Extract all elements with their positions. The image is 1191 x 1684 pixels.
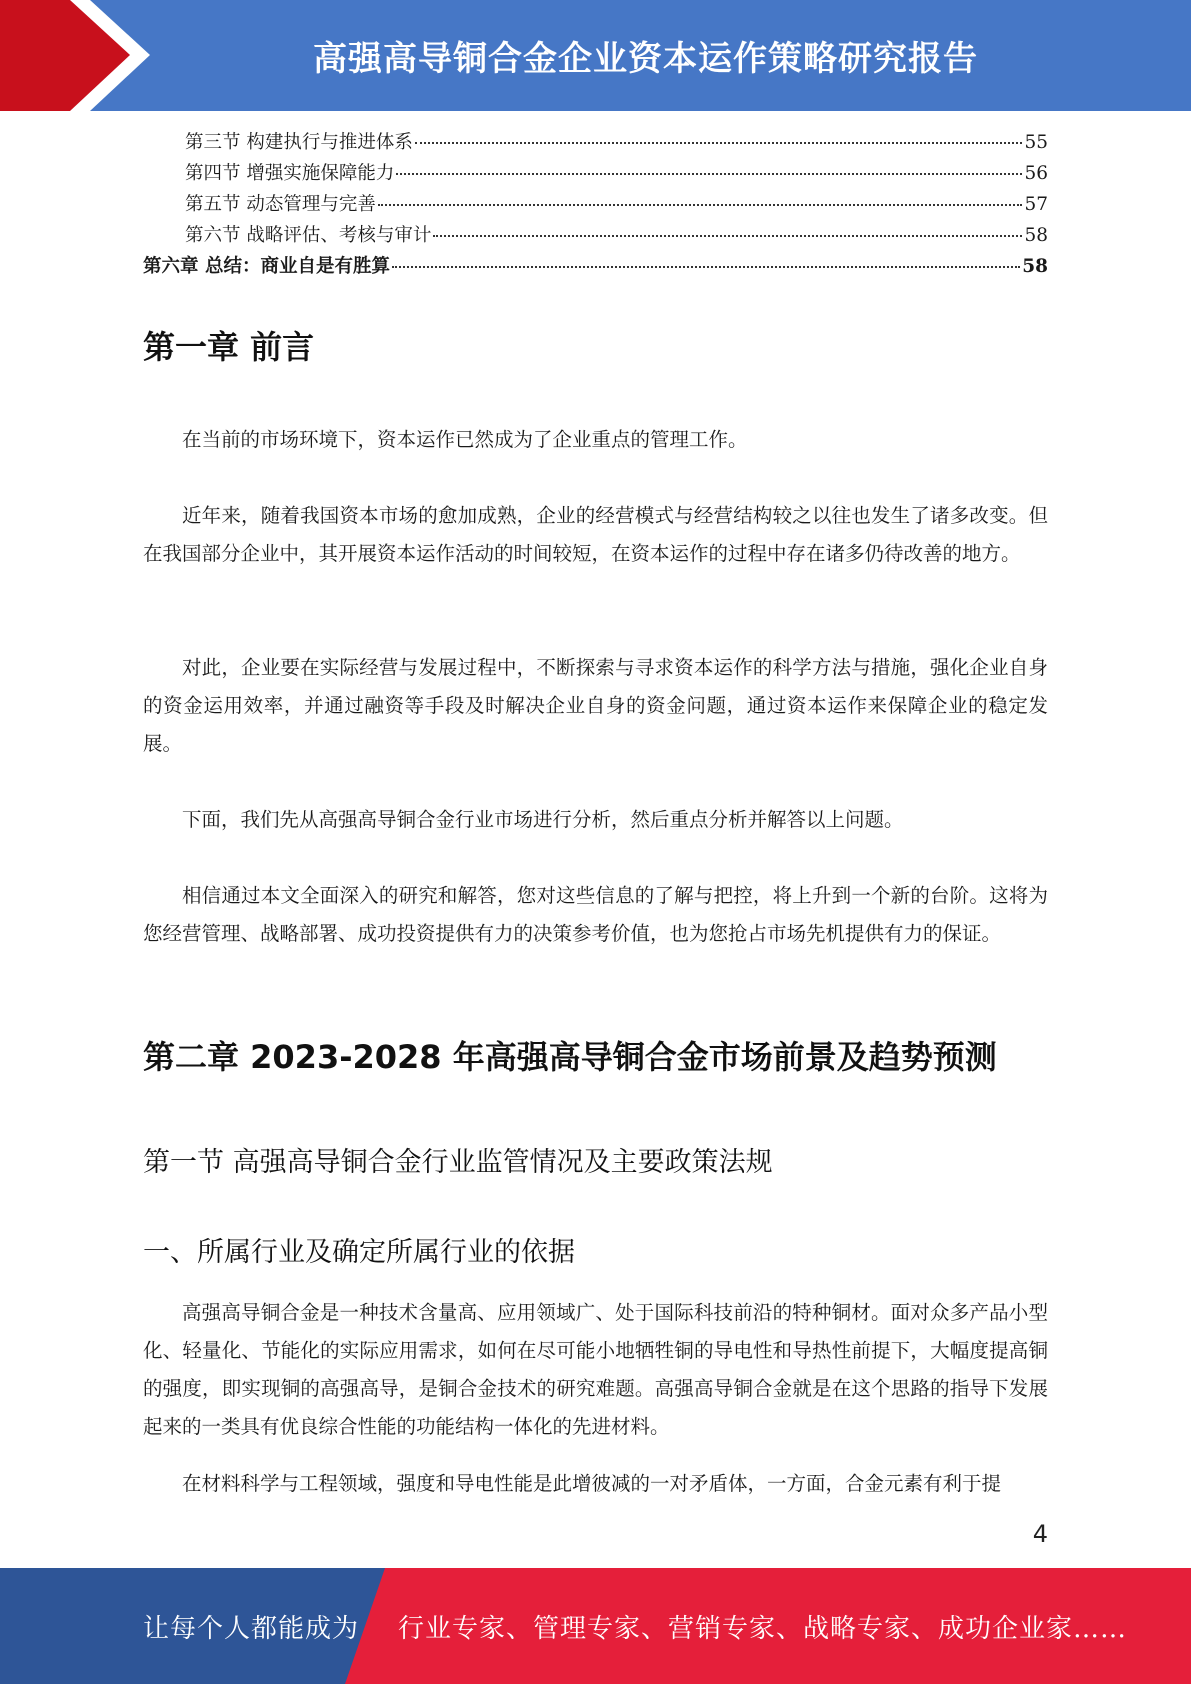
table-of-contents bbox=[143, 128, 1048, 283]
toc-entry-title: 第六节 战略评估、考核与审计 bbox=[185, 225, 432, 246]
toc-entry-page: 57 bbox=[1024, 194, 1048, 215]
paragraph: 相信通过本文全面深入的研究和解答，您对这些信息的了解与把控，将上升到一个新的台阶。这将为您经营管理、战略部署、成功投资提供有力的决策参考价值，也为您抢占市场先机提供有力的保证。 bbox=[143, 884, 1048, 945]
toc-entry[interactable] bbox=[143, 159, 1048, 190]
subsection-heading: 一、所属行业及确定所属行业的依据 bbox=[143, 1237, 575, 1268]
toc-leader-dots bbox=[396, 172, 1022, 175]
section-heading: 第一节 高强高导铜合金行业监管情况及主要政策法规 bbox=[143, 1147, 773, 1178]
paragraph: 对此，企业要在实际经营与发展过程中，不断探索与寻求资本运作的科学方法与措施，强化企业自身的资金运用效率，并通过融资等手段及时解决企业自身的资金问题，通过资本运作来保障企业的稳定发展。 bbox=[143, 656, 1048, 755]
toc-leader-dots bbox=[433, 234, 1022, 237]
toc-entry-title: 第五节 动态管理与完善 bbox=[185, 194, 376, 215]
page-footer bbox=[0, 1568, 1191, 1684]
paragraph: 高强高导铜合金是一种技术含量高、应用领域广、处于国际科技前沿的特种铜材。面对众多产品小型化、轻量化、节能化的实际应用需求，如何在尽可能小地牺牲铜的导电性和导热性前提下，大幅度提高铜的强度，即实现铜的高强高导，是铜合金技术的研究难题。高强高导铜合金就是在这个思路的指导下发展起来的一类具有优良综合性能的功能结构一体化的先进材料。 bbox=[143, 1301, 1048, 1438]
page-header bbox=[0, 0, 1191, 111]
toc-entry-page: 55 bbox=[1024, 132, 1048, 153]
report-title: 高强高导铜合金企业资本运作策略研究报告 bbox=[313, 39, 978, 79]
chapter-2-heading: 第二章 2023-2028 年高强高导铜合金市场前景及趋势预测 bbox=[143, 1038, 997, 1076]
footer-slogan-left: 让每个人都能成为 bbox=[143, 1613, 360, 1644]
toc-entry-title: 第四节 增强实施保障能力 bbox=[185, 163, 395, 184]
paragraph: 在当前的市场环境下，资本运作已然成为了企业重点的管理工作。 bbox=[182, 428, 748, 451]
toc-entry-title: 第六章 总结：商业自是有胜算 bbox=[143, 256, 390, 277]
footer-slogan-right: 行业专家、管理专家、营销专家、战略专家、成功企业家…… bbox=[398, 1613, 1128, 1644]
toc-leader-dots bbox=[392, 265, 1020, 268]
toc-entry[interactable] bbox=[143, 190, 1048, 221]
header-arrow-decoration bbox=[0, 0, 160, 111]
toc-entry-page: 56 bbox=[1024, 163, 1048, 184]
chapter-1-heading: 第一章 前言 bbox=[143, 328, 315, 366]
paragraph: 下面，我们先从高强高导铜合金行业市场进行分析，然后重点分析并解答以上问题。 bbox=[182, 808, 904, 831]
toc-entry-title: 第三节 构建执行与推进体系 bbox=[185, 132, 413, 153]
page-number: 4 bbox=[1032, 1520, 1048, 1548]
paragraph: 在材料科学与工程领域，强度和导电性能是此增彼减的一对矛盾体，一方面，合金元素有利于提 bbox=[182, 1472, 1002, 1495]
toc-leader-dots bbox=[415, 141, 1023, 144]
toc-entry-page: 58 bbox=[1024, 225, 1048, 246]
toc-entry-page: 58 bbox=[1022, 256, 1048, 277]
toc-entry[interactable] bbox=[143, 221, 1048, 252]
paragraph: 近年来，随着我国资本市场的愈加成熟，企业的经营模式与经营结构较之以往也发生了诸多改变。但在我国部分企业中，其开展资本运作活动的时间较短，在资本运作的过程中存在诸多仍待改善的地方。 bbox=[143, 504, 1048, 565]
toc-entry-chapter[interactable] bbox=[143, 252, 1048, 283]
toc-leader-dots bbox=[378, 203, 1023, 206]
toc-entry[interactable] bbox=[143, 128, 1048, 159]
